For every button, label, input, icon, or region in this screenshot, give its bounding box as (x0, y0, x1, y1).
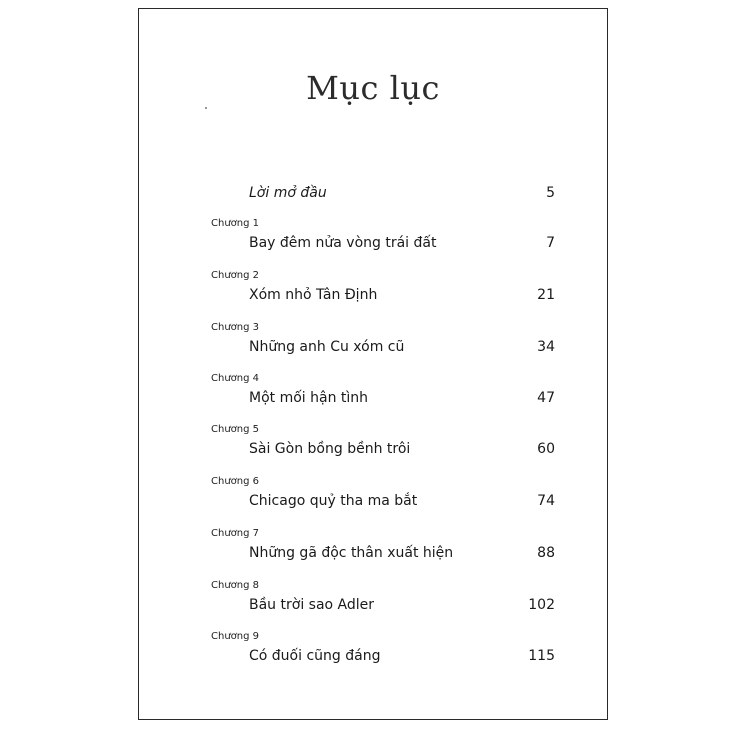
paper-speck (205, 107, 207, 109)
chapter-3-title: Những anh Cu xóm cũ (249, 339, 405, 355)
chapter-1-label: Chương 1 (211, 218, 260, 229)
chapter-5-title: Sài Gòn bồng bềnh trôi (249, 441, 411, 457)
chapter-4-page: 47 (537, 390, 555, 406)
chapter-3-label: Chương 3 (211, 322, 260, 333)
chapter-8-label: Chương 8 (211, 580, 260, 591)
chapter-2-label: Chương 2 (211, 270, 260, 281)
chapter-9-title: Có đuối cũng đáng (249, 648, 381, 664)
chapter-5-label: Chương 5 (211, 424, 260, 435)
chapter-6-label: Chương 6 (211, 476, 260, 487)
chapter-7-page: 88 (537, 545, 555, 561)
page-title: Mục lục (306, 69, 440, 107)
chapter-8-title: Bầu trời sao Adler (249, 597, 375, 613)
chapter-3-page: 34 (537, 339, 555, 355)
book-page (138, 8, 608, 720)
chapter-2-page: 21 (537, 287, 555, 303)
chapter-6-page: 74 (537, 493, 555, 509)
chapter-2-title: Xóm nhỏ Tân Định (249, 287, 378, 303)
chapter-9-label: Chương 9 (211, 631, 260, 642)
chapter-5-page: 60 (537, 441, 555, 457)
chapter-4-label: Chương 4 (211, 373, 260, 384)
chapter-6-title: Chicago quỷ tha ma bắt (249, 493, 418, 509)
chapter-7-title: Những gã độc thân xuất hiện (249, 545, 454, 561)
preface-title: Lời mở đầu (249, 185, 327, 201)
chapter-8-page: 102 (528, 597, 555, 613)
chapter-1-title: Bay đêm nửa vòng trái đất (249, 235, 437, 251)
chapter-7-label: Chương 7 (211, 528, 260, 539)
preface-page: 5 (546, 185, 555, 201)
chapter-9-page: 115 (528, 648, 555, 664)
chapter-4-title: Một mối hận tình (249, 390, 369, 406)
chapter-1-page: 7 (546, 235, 555, 251)
